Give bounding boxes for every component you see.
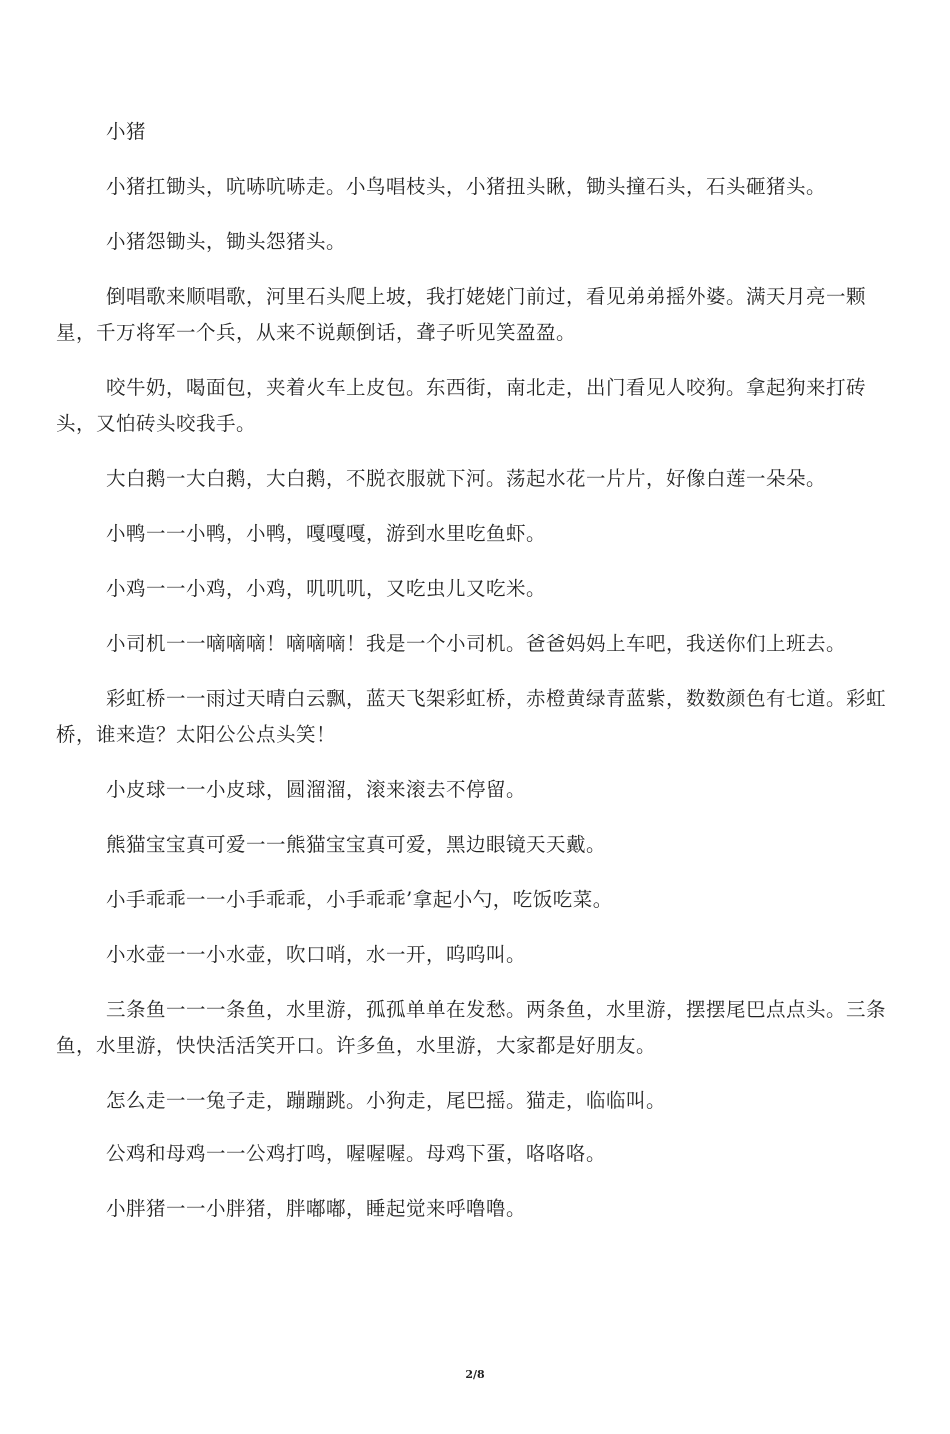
paragraph: 怎么走一一兔子走，蹦蹦跳。小狗走，尾巴摇。猫走，临临叫。 <box>106 1089 667 1112</box>
document-body <box>56 114 898 1227</box>
paragraph: 熊猫宝宝真可爱一一熊猫宝宝真可爱，黑边眼镜天天戴。 <box>106 833 607 856</box>
page-number: 2/8 <box>465 1368 485 1381</box>
paragraph: 小皮球一一小皮球，圆溜溜，滚来滚去不停留。 <box>106 778 527 801</box>
paragraph-title: 小猪 <box>106 120 147 143</box>
paragraph: 小水壶一一小水壶，吹口哨，水一开，呜呜叫。 <box>106 943 527 966</box>
paragraph: 小猪怨锄头，锄头怨猪头。 <box>106 230 347 253</box>
paragraph: 倒唱歌来顺唱歌，河里石头爬上坡，我打姥姥门前过，看见弟弟摇外婆。满天月亮一颗星，千万将军一个兵，从来不说颠倒话，聋子听见笑盈盈。 <box>56 285 867 344</box>
paragraph: 小鸡一一小鸡，小鸡，叽叽叽，又吃虫儿又吃米。 <box>106 577 547 600</box>
paragraph: 小鸭一一小鸭，小鸭，嘎嘎嘎，游到水里吃鱼虾。 <box>106 522 547 545</box>
paragraph: 小司机一一嘀嘀嘀！嘀嘀嘀！我是一个小司机。爸爸妈妈上车吧，我送你们上班去。 <box>106 632 847 655</box>
paragraph: 小胖猪一一小胖猪，胖嘟嘟，睡起觉来呼噜噜。 <box>106 1197 527 1220</box>
paragraph: 小手乖乖一一小手乖乖，小手乖乖’拿起小勺，吃饭吃菜。 <box>106 888 613 911</box>
paragraph: 公鸡和母鸡一一公鸡打鸣，喔喔喔。母鸡下蛋，咯咯咯。 <box>106 1142 607 1165</box>
paragraph: 咬牛奶，喝面包，夹着火车上皮包。东西街，南北走，出门看见人咬狗。拿起狗来打砖头，又怕砖头咬我手。 <box>56 376 867 435</box>
paragraph: 大白鹅一大白鹅，大白鹅，不脱衣服就下河。荡起水花一片片，好像白莲一朵朵。 <box>106 467 827 490</box>
paragraph: 彩虹桥一一雨过天晴白云飘，蓝天飞架彩虹桥，赤橙黄绿青蓝紫，数数颜色有七道。彩虹桥，谁来造？太阳公公点头笑！ <box>56 687 887 746</box>
paragraph: 小猪扛锄头，吭哧吭哧走。小鸟唱枝头，小猪扭头瞅，锄头撞石头，石头砸猪头。 <box>106 175 827 198</box>
paragraph: 三条鱼一一一条鱼，水里游，孤孤单单在发愁。两条鱼，水里游，摆摆尾巴点点头。三条鱼，水里游，快快活活笑开口。许多鱼，水里游，大家都是好朋友。 <box>56 998 887 1057</box>
